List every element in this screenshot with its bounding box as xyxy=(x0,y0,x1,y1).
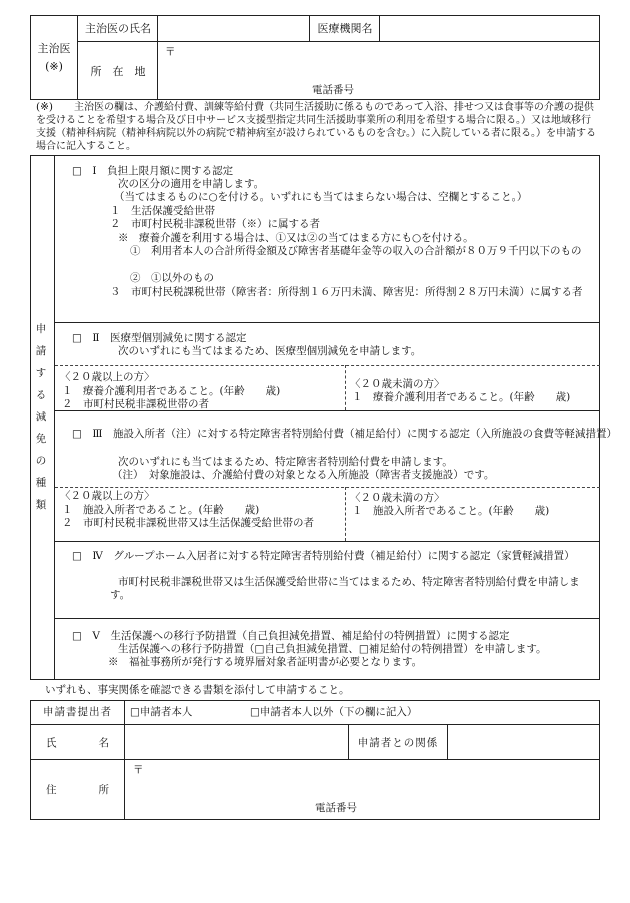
section3-line1: 次のいずれにも当てはまるため、特定障害者特別給付費を申請します。 xyxy=(118,456,453,468)
section2-left1: １ 療養介護利用者であること。(年齢 歳) xyxy=(62,385,281,397)
doctor-phone-label: 電話番号 xyxy=(312,84,354,96)
institution-label: 医療機関名 xyxy=(317,22,373,35)
reduction-type-label xyxy=(34,318,48,516)
section5-note: ※ 福祉事務所が発行する境界層対象者証明書が必要となります。 xyxy=(108,656,423,668)
section1-item3[interactable]: ３ 市町村民税課税世帯（障害者：所得割１６万円未満、障害児：所得割２８万円未満）に属する者 xyxy=(110,286,583,298)
section4-bottom xyxy=(55,618,600,619)
section1-sub1[interactable]: ① 利用者本人の合計所得金額及び障害者基礎年金等の収入の合計額が８０万９千円以下のもの xyxy=(130,245,582,257)
submitter-other-option[interactable]: □申請者本人以外（下の欄に記入） xyxy=(250,706,418,718)
doctor-label: 主治医 (※) xyxy=(37,42,71,73)
section3-left1: １ 施設入所者であること。(年齢 歳) xyxy=(62,504,260,516)
section2-left2: ２ 市町村民税非課税世帯の者 xyxy=(62,398,209,410)
section2-left-head: 〈２０歳以上の方〉 xyxy=(60,371,155,383)
section4-line1: 市町村民税非課税世帯又は生活保護受給世帯に当てはまるため、特定障害者特別給付費を申請します。 xyxy=(110,576,580,601)
section3-right1: １ 施設入所者であること。(年齢 歳) xyxy=(352,505,550,517)
section1-note: ※ 療養介護を利用する場合は、①又は②の当てはまる方にも○を付ける。 xyxy=(118,232,474,244)
section5-title[interactable]: □ Ⅴ 生活保護への移行予防措置（自己負担減免措置、補足給付の特例措置）に関する認定 xyxy=(72,630,510,642)
section2-bottom xyxy=(55,410,600,411)
submitter-self-option[interactable]: □申請者本人 xyxy=(130,706,193,718)
section2-right1: １ 療養介護利用者であること。(年齢 歳) xyxy=(352,391,571,403)
doctor-note-text: 主治医の欄は、介護給付費、訓練等給付費（共同生活援助に係るものであって入浴、排せつ又は食事等の介護の提供を受けることを希望する場合及び日中サービス支援型指定共同生活援助事業所の利用を希望する場合に限る。）又は地域移行支援（精神科病院（精神科病院以外の病院で精神病室が設けられているものを含む。）に入院している者に限る。）を申請する場合に記入すること。 xyxy=(36,102,596,152)
section3-bottom xyxy=(55,541,600,542)
section4-title[interactable]: □ Ⅳ グループホーム入居者に対する特定障害者特別給付費（補足給付）に関する認定（家賃軽減措置） xyxy=(72,550,575,562)
submitter-name-field[interactable] xyxy=(126,726,348,760)
section3-left2: ２ 市町村民税非課税世帯又は生活保護受給世帯の者 xyxy=(62,517,314,529)
submitter-postal-mark: 〒 xyxy=(133,764,144,776)
reduction-type-label-text: 申請する減免の種類 xyxy=(35,323,47,511)
section2-divider xyxy=(55,365,600,366)
doctor-address-label: 所 在 地 xyxy=(90,65,146,78)
section2-title[interactable]: □ Ⅱ 医療型個別減免に関する認定 xyxy=(72,332,247,344)
submitter-phone-label: 電話番号 xyxy=(315,802,357,814)
submitter-label: 申請書提出者 xyxy=(43,706,112,718)
institution-field[interactable] xyxy=(380,15,600,42)
doctor-name-label: 主治医の氏名 xyxy=(85,22,151,35)
submitter-address-label: 住 所 xyxy=(46,784,109,796)
submitter-name-label: 氏 名 xyxy=(46,737,109,749)
section3-left-head: 〈２０歳以上の方〉 xyxy=(60,490,155,502)
section1-sub2[interactable]: ② ①以外のもの xyxy=(130,272,214,284)
doctor-name-field[interactable] xyxy=(158,15,310,42)
section3-note: （注） 対象施設は、介護給付費の対象となる入所施設（障害者支援施設）です。 xyxy=(112,469,495,481)
section3-title[interactable]: □ Ⅲ 施設入所者（注）に対する特定障害者特別給付費（補足給付）に関する認定（入所施設の食費等軽減措置） xyxy=(72,428,618,440)
section3-col-divider xyxy=(345,487,346,541)
section1-line2: （当てはまるものに○を付ける。いずれにも当てはまらない場合は、空欄とすること。） xyxy=(114,191,528,203)
relation-label: 申請者との関係 xyxy=(357,737,439,749)
submitter-address-field[interactable] xyxy=(126,761,599,819)
section2-col-divider xyxy=(345,365,346,410)
section2-line1: 次のいずれにも当てはまるため、医療型個別減免を申請します。 xyxy=(118,345,422,357)
section1-line1: 次の区分の適用を申請します。 xyxy=(118,178,265,190)
section3-divider xyxy=(55,487,600,488)
section1-item1[interactable]: １ 生活保護受給世帯 xyxy=(110,205,215,217)
doctor-note-mark: (※) xyxy=(36,101,53,113)
section1-title[interactable]: □ Ⅰ 負担上限月額に関する認定 xyxy=(72,165,234,177)
section2-right-head: 〈２０歳未満の方〉 xyxy=(350,378,445,390)
section3-right-head: 〈２０歳未満の方〉 xyxy=(350,492,445,504)
attach-note: いずれも、事実関係を確認できる書類を添付して申請すること。 xyxy=(45,684,350,696)
doctor-address-field[interactable] xyxy=(158,42,600,100)
section1-item2[interactable]: ２ 市町村民税非課税世帯（※）に属する者 xyxy=(110,218,320,230)
relation-field[interactable] xyxy=(449,726,599,760)
doctor-postal-mark: 〒 xyxy=(165,46,176,58)
section5-line1: 生活保護への移行予防措置（□自己負担減免措置、□補足給付の特例措置）を申請します。 xyxy=(118,643,547,655)
